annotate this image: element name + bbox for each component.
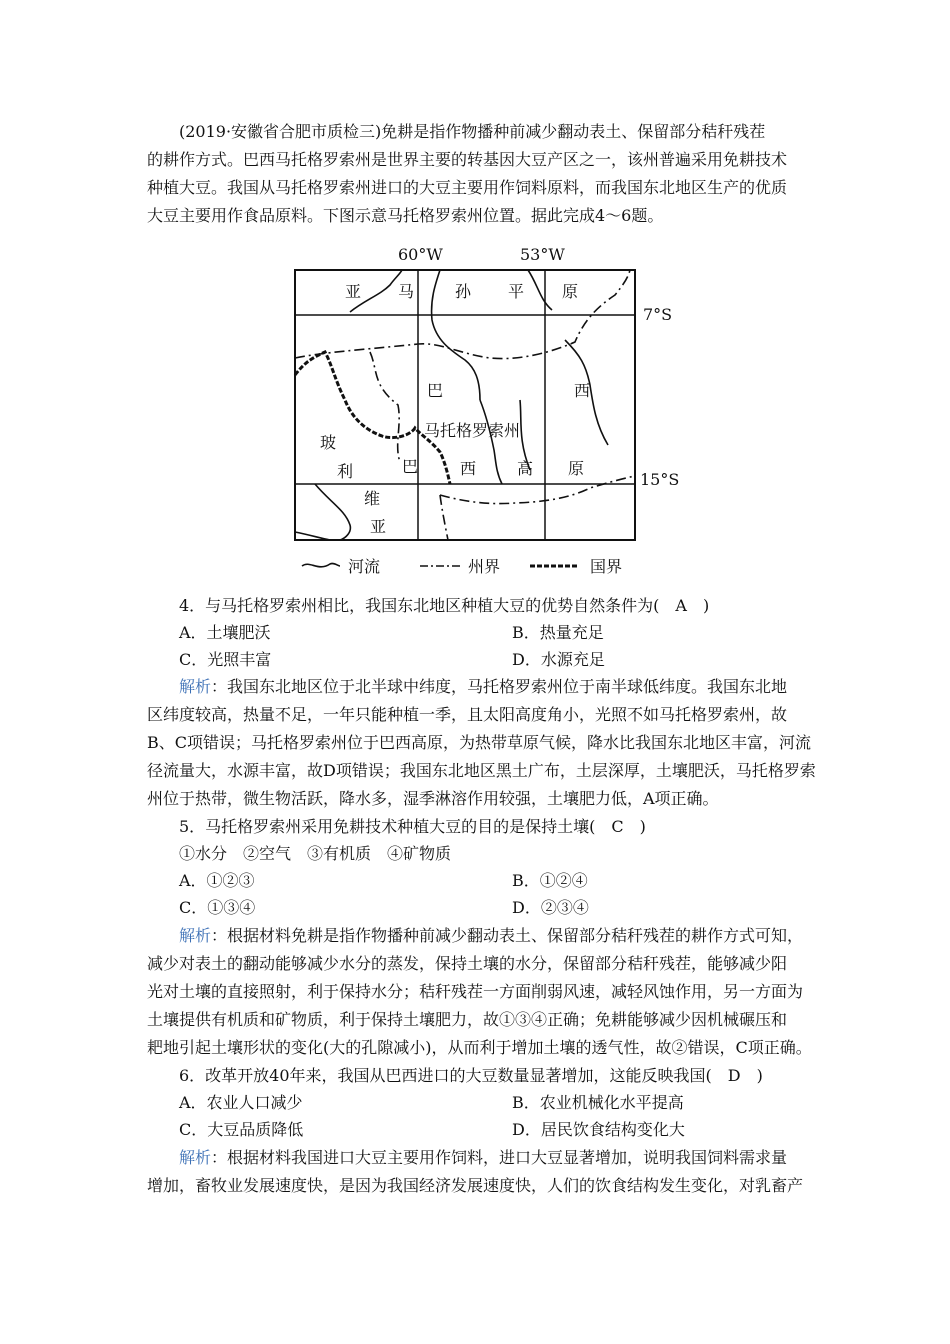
label-xun: 孙 [455, 282, 472, 301]
label-xi2: 西 [460, 459, 477, 478]
q5-option-c: C．①③④ [179, 898, 256, 917]
q4-analysis-line-5: 州位于热带，微生物活跃，降水多，湿季淋溶作用较强，土壤肥力低，A项正确。 [147, 789, 719, 808]
q6-analysis-line-2: 增加，畜牧业发展速度快，是因为我国经济发展速度快，人们的饮食结构发生变化，对乳畜产 [147, 1176, 804, 1195]
map-legend [302, 557, 622, 576]
q5-analysis-line-2: 减少对表土的翻动能够减少水分的蒸发，保持土壤的水分，保留部分秸秆残茬，能够减少阳 [147, 954, 788, 973]
national-boundary [295, 352, 450, 484]
label-ma: 马 [398, 282, 415, 301]
label-yuan2: 原 [568, 459, 585, 478]
q4-option-a: A．土壤肥沃 [179, 623, 271, 642]
q4-analysis-line-2: 区纬度较高，热量不足，一年只能种植一季，且太阳高度角小，光照不如马托格罗索州，故 [147, 705, 788, 724]
legend-river-label: 河流 [348, 557, 381, 576]
q5-analysis-text-1: ：根据材料免耕是指作物播种前减少翻动表土、保留部分秸秆残茬的耕作方式可知， [211, 926, 804, 945]
q4-analysis-line-4: 径流量大，水源丰富，故D项错误；我国东北地区黑土广布，土层深厚，土壤肥沃，马托格罗索 [147, 761, 816, 780]
q4-analysis-label: 解析 [179, 677, 212, 696]
label-mato-grosso: 马托格罗索州 [424, 421, 521, 440]
label-ping: 平 [508, 282, 525, 301]
rivers [295, 270, 608, 540]
label-gao: 高 [517, 459, 534, 478]
q5-option-b: B．①②④ [512, 871, 588, 890]
q5-analysis-line-5: 耙地引起土壤形状的变化(大的孔隙减小)，从而利于增加土壤的透气性，故②错误，C项正确。 [147, 1038, 812, 1057]
mato-grosso-map [290, 240, 690, 580]
q6-option-d: D．居民饮食结构变化大 [512, 1120, 685, 1139]
q5-option-d: D．②③④ [512, 898, 589, 917]
q6-option-a: A．农业人口减少 [179, 1093, 303, 1112]
q5-items: ①水分 ②空气 ③有机质 ④矿物质 [179, 844, 452, 863]
intro-line-4: 大豆主要用作食品原料。下图示意马托格罗索州位置。据此完成4～6题。 [147, 206, 664, 225]
lon-60w-label: 60°W [398, 245, 443, 264]
label-li: 利 [337, 462, 354, 481]
q6-stem: 6．改革开放40年来，我国从巴西进口的大豆数量显著增加，这能反映我国( D ) [179, 1066, 763, 1085]
q4-option-b: B．热量充足 [512, 623, 604, 642]
legend-river-symbol [302, 563, 340, 566]
q6-option-b: B．农业机械化水平提高 [512, 1093, 684, 1112]
lat-7s-label: 7°S [643, 305, 673, 324]
label-xi1: 西 [574, 381, 591, 400]
legend-state-label: 州界 [468, 557, 501, 576]
intro-line-1: (2019·安徽省合肥市质检三)免耕是指作物播种前减少翻动表土、保留部分秸秆残茬 [179, 122, 766, 141]
q6-analysis-line-1 [179, 1144, 787, 1171]
intro-line-3: 种植大豆。我国从马托格罗索州进口的大豆主要用作饲料原料，而我国东北地区生产的优质 [147, 178, 788, 197]
label-ya2: 亚 [370, 517, 387, 536]
label-bo: 玻 [320, 433, 337, 452]
legend-country-label: 国界 [590, 557, 623, 576]
q4-option-c: C．光照丰富 [179, 650, 272, 669]
q4-option-d: D．水源充足 [512, 650, 605, 669]
q6-analysis-text-1: ：根据材料我国进口大豆主要用作饲料，进口大豆显著增加，说明我国饲料需求量 [211, 1148, 788, 1167]
q5-analysis-line-3: 光对土壤的直接照射，利于保持水分；秸秆残茬一方面削弱风速，减轻风蚀作用，另一方面为 [147, 982, 804, 1001]
label-ya: 亚 [345, 282, 362, 301]
lat-15s-label: 15°S [640, 470, 680, 489]
q4-analysis-text-1: ：我国东北地区位于北半球中纬度，马托格罗索州位于南半球低纬度。我国东北地 [211, 677, 788, 696]
q4-stem: 4．与马托格罗索州相比，我国东北地区种植大豆的优势自然条件为( A ) [179, 596, 710, 615]
q6-analysis-label: 解析 [179, 1148, 212, 1167]
q5-option-a: A．①②③ [179, 871, 255, 890]
label-ba1: 巴 [427, 381, 444, 400]
q6-option-c: C．大豆品质降低 [179, 1120, 304, 1139]
label-yuan1: 原 [562, 282, 579, 301]
q4-analysis-line-1 [179, 673, 787, 700]
label-wei: 维 [364, 489, 381, 508]
q5-analysis-line-1 [179, 922, 803, 949]
lon-53w-label: 53°W [520, 245, 565, 264]
label-ba2: 巴 [402, 457, 419, 476]
q5-analysis-label: 解析 [179, 926, 212, 945]
q5-analysis-line-4: 土壤提供有机质和矿物质，利于保持土壤肥力，故①③④正确；免耕能够减少因机械碾压和 [147, 1010, 788, 1029]
intro-line-2: 的耕作方式。巴西马托格罗索州是世界主要的转基因大豆产区之一，该州普遍采用免耕技术 [147, 150, 788, 169]
q4-analysis-line-3: B、C项错误；马托格罗索州位于巴西高原，为热带草原气候，降水比我国东北地区丰富，河流 [147, 733, 812, 752]
q5-stem: 5．马托格罗索州采用免耕技术种植大豆的目的是保持土壤( C ) [179, 817, 646, 836]
